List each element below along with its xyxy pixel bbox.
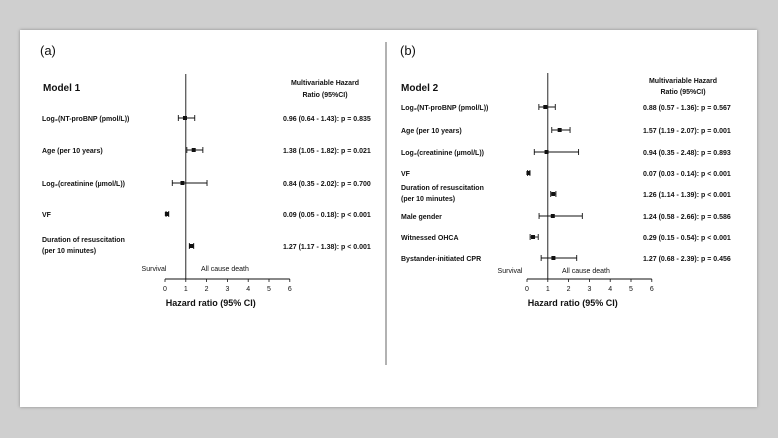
row-estimate-text: 0.94 (0.35 - 2.48): p = 0.893 [643, 150, 731, 157]
x-tick-label: 1 [183, 286, 188, 293]
row-label: Male gender [401, 214, 442, 221]
forest-row [42, 147, 371, 155]
forest-row [42, 115, 371, 123]
row-label-line2: (per 10 minutes) [42, 248, 97, 255]
row-estimate-text: 1.24 (0.58 - 2.66): p = 0.586 [643, 214, 731, 221]
x-tick-label: 3 [225, 286, 230, 293]
death-annotation: All cause death [562, 268, 610, 275]
x-tick-label: 5 [629, 286, 633, 293]
panel-label: (b) [400, 43, 416, 58]
forest-row [401, 255, 731, 263]
row-label: Log₂(NT-proBNP (pmol/L)) [42, 116, 130, 123]
forest-row [401, 185, 731, 203]
x-tick-label: 4 [246, 286, 251, 293]
row-label: Log₂(creatinine (µmol/L)) [401, 150, 484, 157]
row-estimate-text: 1.27 (0.68 - 2.39): p = 0.456 [643, 256, 731, 263]
row-label: Duration of resuscitation [42, 237, 125, 244]
row-label: Age (per 10 years) [42, 148, 103, 155]
x-tick-label: 5 [267, 286, 271, 293]
hazard-ratio-point [551, 192, 555, 196]
forest-row [42, 211, 371, 219]
x-tick-label: 4 [608, 286, 613, 293]
hazard-ratio-point [543, 105, 547, 109]
column-header-line2: Ratio (95%CI) [660, 89, 706, 96]
column-header-line2: Ratio (95%CI) [302, 92, 348, 99]
hazard-ratio-point [165, 212, 169, 216]
forest-panel-b [400, 43, 731, 308]
hazard-ratio-point [192, 148, 196, 152]
column-header-line1: Multivariable Hazard [290, 80, 360, 87]
model-title: Model 2 [401, 83, 439, 94]
row-label-line2: (per 10 minutes) [401, 196, 456, 203]
hazard-ratio-point [545, 150, 549, 154]
row-estimate-text: 0.29 (0.15 - 0.54): p < 0.001 [643, 235, 731, 242]
x-tick-label: 2 [566, 286, 571, 293]
hazard-ratio-point [183, 116, 187, 120]
x-tick-label: 0 [163, 286, 167, 293]
row-estimate-text: 0.88 (0.57 - 1.36): p = 0.567 [643, 105, 731, 112]
x-tick-label: 6 [649, 286, 654, 293]
x-axis-title: Hazard ratio (95% CI) [527, 298, 618, 308]
column-header-line1: Multivariable Hazard [648, 78, 718, 85]
forest-row [401, 213, 731, 221]
row-label: Age (per 10 years) [401, 128, 462, 135]
forest-row [401, 127, 731, 135]
panel-label: (a) [40, 43, 56, 58]
row-label: Log₂(creatinine (µmol/L)) [42, 181, 125, 188]
hazard-ratio-point [551, 256, 555, 260]
row-estimate-text: 1.57 (1.19 - 2.07): p = 0.001 [643, 128, 731, 135]
forest-row [401, 234, 731, 242]
model-title: Model 1 [43, 83, 81, 94]
row-estimate-text: 0.07 (0.03 - 0.14): p < 0.001 [643, 171, 731, 178]
x-tick-label: 3 [587, 286, 592, 293]
death-annotation: All cause death [201, 266, 249, 273]
survival-annotation: Survival [497, 268, 523, 275]
row-estimate-text: 1.27 (1.17 - 1.38): p < 0.001 [283, 244, 371, 251]
x-axis-title: Hazard ratio (95% CI) [165, 298, 256, 308]
forest-row [401, 149, 731, 157]
hazard-ratio-point [551, 214, 555, 218]
forest-row [401, 104, 731, 112]
forest-panel-a [40, 43, 371, 308]
hazard-ratio-point [526, 171, 530, 175]
x-tick-label: 1 [545, 286, 550, 293]
row-estimate-text: 0.96 (0.64 - 1.43): p = 0.835 [283, 116, 371, 123]
forest-row [42, 180, 371, 188]
row-estimate-text: 1.38 (1.05 - 1.82): p = 0.021 [283, 148, 371, 155]
forest-row [401, 170, 731, 178]
row-label: Duration of resuscitation [401, 185, 484, 192]
row-estimate-text: 0.09 (0.05 - 0.18): p < 0.001 [283, 212, 371, 219]
row-estimate-text: 0.84 (0.35 - 2.02): p = 0.700 [283, 181, 371, 188]
x-tick-label: 0 [525, 286, 529, 293]
row-label: VF [42, 212, 51, 219]
x-tick-label: 2 [204, 286, 209, 293]
hazard-ratio-point [189, 244, 193, 248]
survival-annotation: Survival [141, 266, 167, 273]
row-estimate-text: 1.26 (1.14 - 1.39): p < 0.001 [643, 192, 731, 199]
row-label: VF [401, 171, 410, 178]
hazard-ratio-point [558, 128, 562, 132]
forest-row [42, 237, 371, 255]
row-label: Log₂(NT-proBNP (pmol/L)) [401, 105, 489, 112]
row-label: Bystander-initiated CPR [401, 256, 482, 263]
hazard-ratio-point [531, 235, 535, 239]
hazard-ratio-point [180, 181, 184, 185]
row-label: Witnessed OHCA [401, 235, 459, 242]
x-tick-label: 6 [287, 286, 292, 293]
